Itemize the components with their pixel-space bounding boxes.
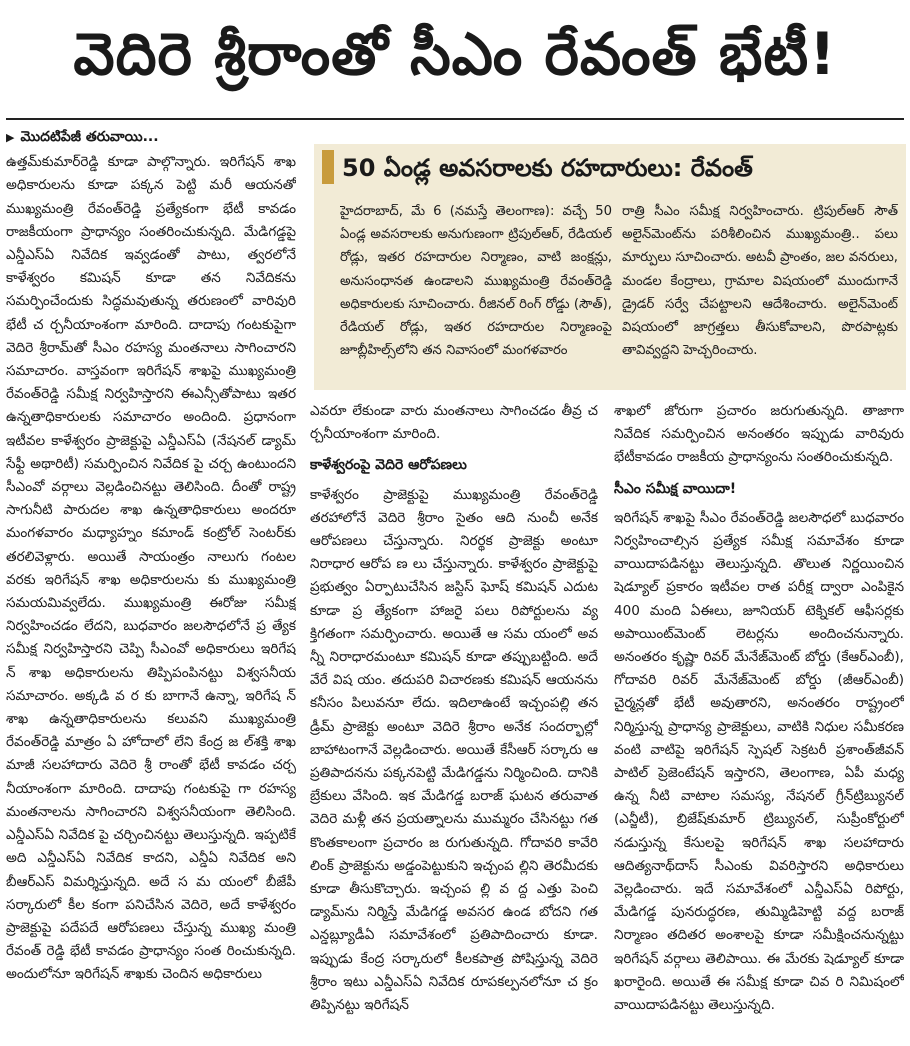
- article-column-2: [310, 400, 598, 1042]
- triangle-icon: ▶: [6, 131, 15, 144]
- subheading: సీఎం సమీక్ష వాయిదా!: [614, 480, 737, 497]
- paragraph: ఉత్తమ్‌కుమార్‌రెడ్డి కూడా పాల్గొన్నారు. ఇరిగేషన్ శాఖ అధికారులను కూడా పక్కన పెట్టి మరీ ఆయనతో ముఖ్యమంత్రి రేవంత్‌రెడ్డి ప్రత్యేకంగా భేటీ కావడం రాజకీయంగా ప్రాధాన్యం సంతరించుకున్నది. మేడిగడ్డపై ఎన్డీఎస్ఏ నివేదిక ఇవ్వడంతో పాటు, త్వరలోనే కాళేశ్వరం కమిషన్ కూడా తన నివేదికను సమర్పించేందుకు సిద్ధమవుతున్న తరుణంలో వారివురి భేటీ చ ర్చనీయాంశంగా మారింది. దాదాపు గంటకుపైగా వెదిరె శ్రీరామ్‌తో సీఎం రహస్య మంతనాలు సాగించారని సమాచారం. వాస్తవంగా ఇరిగేషన్ శాఖపై ముఖ్యమంత్రి రేవంత్‌రెడ్డి సమీక్ష నిర్వహిస్తారని ఈఎన్సీతోపాటు ఇతర ఉన్నతాధికారులకు సమాచారం అందింది. ప్రధానంగా ఇటీవల కాళేశ్వరం ప్రాజెక్టుపై ఎన్డీఎస్ఏ (నేషనల్ డ్యామ్ సేఫ్టీ అథారిటీ) సమర్పించిన నివేదిక పై చర్చ ఉంటుందని సీఎంవో వర్గాలు వెల్లడించినట్టు తెలిసింది. దీంతో రాష్ట్ర సాగునీటి పారుదల శాఖ ఉన్నతాధికారులు అందరూ మంగళవారం మధ్యాహ్నం కమాండ్ కంట్రోల్ సెంటర్‌కు తరలివెళ్లారు. అయితే సాయంత్రం నాలుగు గంటల వరకు ఇరిగేషన్ శాఖ అధికారులను కు ముఖ్యమంత్రి సమయమివ్వలేదు. ముఖ్యమంత్రి ఈరోజు సమీక్ష నిర్వహించడం లేదని, బుధవారం జలసౌధలోనే ప్ర త్యేక సమీక్ష నిర్వహిస్తారని చెప్పి సీఎంవో అధికారులు ఇరిగేష న్ శాఖ అధికారులను తిప్పిపంపినట్టు విశ్వసనీయ సమాచారం. అక్కడి వ ర కు బాగానే ఉన్నా, ఇరిగేష న్ శాఖ ఉన్నతాధికారులను కలువని ముఖ్యమంత్రి రేవంత్‌రెడ్డి మాత్రం ఏ హోదాలో లేని కేంద్ర జ ల్‌శక్తి శాఖ మాజీ సలహాదారు వెదిరె శ్రీ రాంతో భేటీ కావడం చర్చ నీయాంశంగా మారింది. దాదాపు గంటకుపై గా రహస్య మంతనాలను సాగించారని విశ్వసనీయంగా తెలిసింది. ఎన్డీఎస్ఏ నివేదిక పై చర్చించినట్టు తెలుస్తున్నది. ఇప్పటికే అది ఎన్డీఎస్ఏ నివేదిక కాదని, ఎన్డీఏ నివేదిక అని బీఆర్ఎస్ విమర్శిస్తున్నది. అదే స మ యంలో బీజేపీ సర్కారులో కీల కంగా పనిచేసిన వెదిరె, అదే కాళేశ్వరం ప్రాజెక్టుపై పదేపదే ఆరోపణలు చేస్తున్న ముఖ్య మంత్రి రేవంత్ రెడ్డి భేటీ కావడం ప్రాధాన్యం సంత రించుకున్నది. అందులోనూ ఇరిగేషన్ శాఖకు చెందిన అధికారులు: [6, 154, 296, 983]
- headline: వెదిరె శ్రీరాంతో సీఎం రేవంత్ భేటీ!: [73, 19, 837, 88]
- kicker-label: మొదటిపేజీ తరువాయి...: [20, 129, 159, 145]
- paragraph: కాళేశ్వరం ప్రాజెక్టుపై ముఖ్యమంత్రి రేవంత్‌రెడ్డి తరహాలోనే వెదిరె శ్రీరాం సైతం ఆది నుంచీ అనేక ఆరోపణలు చేస్తున్నారు. నిరర్థక ప్రాజెక్టు అంటూ నిరాధార ఆరోప ణ లు చేస్తున్నారు. కాళేశ్వరం ప్రాజెక్టుపై ప్రభుత్వం ఏర్పాటుచేసిన జస్టిస్ ఘోష్ కమిషన్ ఎదుట కూడా ప్ర త్యేకంగా హాజరై పలు రిపోర్టులను వ్య క్తిగతంగా సమర్పించారు. అయితే ఆ సమ యంలో అవ న్నీ నిరాధారమంటూ కమిషన్ కూడా తప్పుబట్టింది. అదే వేరే విష యం. తదుపరి విచారణకు కమిషన్ ఆయనను కనీసం పిలువనూ లేదు. ఇదిలాఉంటే ఇచ్చంపల్లి తన డ్రీమ్ ప్రాజెక్టు అంటూ వెదిరె శ్రీరాం అనేక సందర్భాల్లో బాహాటంగానే వెల్లడించారు. అయితే కేసీఆర్ సర్కారు ఆ ప్రతిపాదనను పక్కనపెట్టి మేడిగడ్డను నిర్మించింది. దానికి బ్రేకులు వేసింది. ఇక మేడిగడ్డ బరాజ్ ఘటన తరువాత వెదిరె మళ్లీ తన ప్రయత్నాలను ముమ్మరం చేసినట్టు గత కొంతకాలంగా ప్రచారం జ రుగుతున్నది. గోదావరి కావేరి లింక్ ప్రాజెక్టును అడ్డంపెట్టుకుని ఇచ్చంప ల్లిని తెరమీదకు కూడా తీసుకొచ్చారు. ఇచ్చంప ల్లి వ ద్ద ఎత్తు పెంచి డ్యామ్‌ను నిర్మిస్తే మేడిగడ్డ అవసర ఉండ బోదని గత ఎన్డబ్ల్యూడీఏ సమావేశంలో ప్రతిపాదించారు కూడా. ఇప్పుడు కేంద్ర సర్కారులో కీలకపాత్ర పోషిస్తున్న వెదిరె శ్రీరాం ఇటు ఎన్డీఎస్ఏ నివేదిక రూపకల్పనలోనూ చ క్రం తిప్పినట్టు ఇరిగేషన్: [310, 486, 598, 1014]
- headline-rule: [6, 118, 904, 120]
- paragraph: ఎవరూ లేకుండా వారు మంతనాలు సాగించడం తీవ్ర చ ర్చనీయాంశంగా మారింది.: [310, 403, 598, 443]
- kicker: [6, 126, 296, 149]
- article-column-3: [614, 400, 904, 1042]
- box-column-2: రాత్రి సీఎం సమీక్ష నిర్వహించారు. ట్రిపుల్‌ఆర్ సౌత్ అలైన్‌మెంట్‌ను పరిశీలించిన ముఖ్యమంత్రి.. పలు మార్పులు సూచించారు. అటవీ ప్రాంతం, జల వనరులు, మండల కేంద్రాలు, గ్రామాల విషయంలో ముందుగానే డ్రైడర్ సర్వే చేపట్టాలని ఆదేశించారు. అలైన్‌మెంట్ విషయంలో జాగ్రత్తలు తీసుకోవాలని, పొరపాట్లకు తావివ్వద్దని హెచ్చరించారు.: [622, 204, 898, 359]
- paragraph: ఇరిగేషన్ శాఖపై సీఎం రేవంత్‌రెడ్డి జలసౌధలో బుధవారం నిర్వహించాల్సిన ప్రత్యేక సమీక్ష సమావేశం కూడా వాయిదాపడినట్టు తెలుస్తున్నది. తొలుత నిర్ణయించిన షెడ్యూల్ ప్రకారం ఇటీవల రాత పరీక్ష ద్వారా ఎంపికైన 400 మంది ఏఈలు, జూనియర్ టెక్నికల్ ఆఫీసర్లకు అపాయింట్‌మెంట్ లెటర్లను అందించనున్నారు. అనంతరం కృష్ణా రివర్ మేనేజ్‌మెంట్ బోర్డు (కేఆర్ఎంబీ), గోదావరి రివర్ మేనేజ్‌మెంట్ బోర్డు (జీఆర్ఎంబీ) చైర్మన్లతో భేటీ అవుతారని, అనంతరం రాష్ట్రంలో నిర్మిస్తున్న ప్రాధాన్య ప్రాజెక్టులు, వాటికి నిధుల సమీకరణ వంటి వాటిపై ఇరిగేషన్ స్పెషల్ సెక్రటరీ ప్రశాంత్‌జీవన్ పాటిల్ ప్రెజెంటేషన్ ఇస్తారని, తెలంగాణ, ఏపీ మధ్య ఉన్న నీటి వాటాల సమస్య, నేషనల్ గ్రీన్‌ట్రిబ్యునల్ (ఎన్జీటీ), బ్రిజేష్‌కుమార్ ట్రిబ్యునల్, సుప్రీంకోర్టులో నడుస్తున్న కేసులపై ఇరిగేషన్ శాఖ సలహాదారు ఆదిత్యనాథ్‌దాస్ సీఎంకు వివరిస్తారని అధికారులు వెల్లడించారు. ఇదే సమావేశంలో ఎన్డీఎస్ఏ రిపోర్టు, మేడిగడ్డ పునరుద్ధరణ, తుమ్మిడిహెట్టి వద్ద బరాజ్ నిర్మాణం తదితర అంశాలపై కూడా సమీక్షించనున్నట్టు ఇరిగేషన్ వర్గాలు తెలిపాయి. ఈ మేరకు షెడ్యూల్ కూడా ఖరారైంది. అయితే ఈ సమీక్ష కూడా చివ రి నిమిషంలో వాయిదాపడినట్టు తెలుస్తున్నది.: [614, 509, 904, 1014]
- box-column-1: హైదరాబాద్, మే 6 (నమస్తే తెలంగాణ): వచ్చే 50 ఏండ్ల అవసరాలకు అనుగుణంగా ట్రిపుల్‌ఆర్, రేడియల్ రోడ్లు, ఇతర రహదారుల నిర్మాణం, వాటి జంక్షన్లు, అనుసంధానత ఉండాలని ముఖ్యమంత్రి రేవంత్‌రెడ్డి అధికారులకు సూచించారు. రీజినల్ రింగ్ రోడ్డు (సౌత్), రేడియల్ రోడ్లు, ఇతర రహదారుల నిర్మాణంపై జూబ్లీహిల్స్‌లోని తన నివాసంలో మంగళవారం: [340, 204, 612, 359]
- box-title: 50 ఏండ్ల అవసరాలకు రహదారులు: రేవంత్: [342, 154, 753, 182]
- article-column-1: [6, 126, 296, 1042]
- sidebar-box: [314, 144, 906, 390]
- accent-bar: [322, 150, 334, 184]
- paragraph: శాఖలో జోరుగా ప్రచారం జరుగుతున్నది. తాజాగా నివేదిక సమర్పించిన అనంతరం ఇప్పుడు వారివురు భేటీకావడం రాజకీయ ప్రాధాన్యంను సంతరించుకున్నది.: [614, 403, 904, 466]
- subheading: కాళేశ్వరంపై వెదిరె ఆరోపణలు: [310, 457, 467, 474]
